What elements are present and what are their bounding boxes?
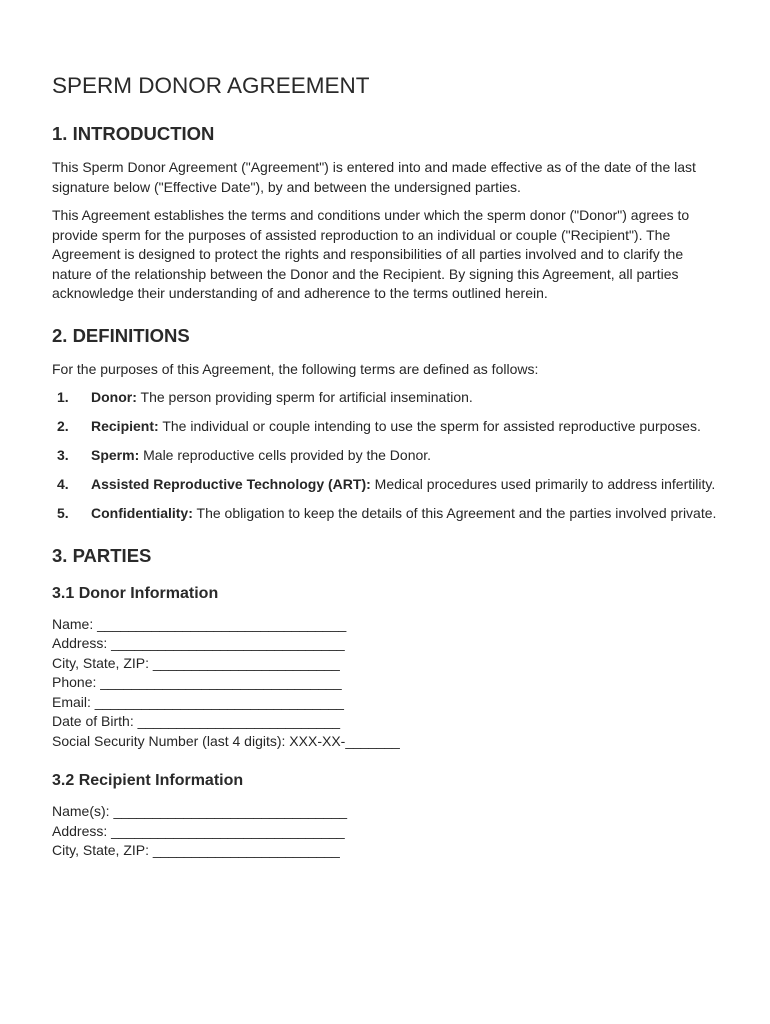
definition-item bbox=[52, 504, 718, 524]
recipient-name-field[interactable]: Name(s): ______________________________ bbox=[52, 803, 348, 819]
recipient-address-field[interactable]: Address: ______________________________ bbox=[52, 822, 345, 839]
definition-item bbox=[52, 475, 718, 495]
introduction-paragraph: This Agreement establishes the terms and conditions under which the sperm donor ("Donor") agrees to provide sperm for the purposes of assisted reproduction to an individual or couple ("Recipient"). The Agreement is designed to protect the rights and responsibilities of all parties involved and to clarify the nature of the relationship between the Donor and the Recipient. By signing this Agreement, all parties acknowledge their understanding of and adherence to the terms outlined herein. bbox=[52, 207, 690, 301]
definitions-section bbox=[52, 323, 718, 524]
donor-city-state-zip-field[interactable]: City, State, ZIP: ________________________ bbox=[52, 654, 340, 671]
definition-text: The obligation to keep the details of this Agreement and the parties involved private. bbox=[192, 505, 717, 521]
definition-item bbox=[52, 388, 718, 408]
recipient-information-heading: 3.2 Recipient Information bbox=[52, 772, 244, 789]
donor-information bbox=[52, 583, 718, 752]
definition-item bbox=[52, 446, 718, 466]
definitions-intro: For the purposes of this Agreement, the following terms are defined as follows: bbox=[52, 360, 539, 377]
introduction-paragraph: This Sperm Donor Agreement ("Agreement") is entered into and made effective as of the date of the last signature below ("Effective Date"), by and between the undersigned parties. bbox=[52, 159, 696, 195]
definition-text: The individual or couple intending to use the sperm for assisted reproductive purposes. bbox=[158, 418, 701, 434]
definition-number: 5. bbox=[57, 505, 69, 521]
definition-term: Recipient: bbox=[91, 418, 159, 434]
donor-date-of-birth-field[interactable]: Date of Birth: __________________________ bbox=[52, 713, 341, 729]
donor-phone-field[interactable]: Phone: _______________________________ bbox=[52, 674, 342, 690]
introduction-section bbox=[52, 121, 718, 304]
donor-name-field[interactable]: Name: ________________________________ bbox=[52, 615, 347, 632]
definition-number: 4. bbox=[57, 476, 69, 492]
introduction-heading: 1. INTRODUCTION bbox=[52, 123, 215, 144]
definition-term: Sperm: bbox=[91, 447, 140, 463]
definition-text: Medical procedures used primarily to address infertility. bbox=[370, 476, 716, 492]
definition-number: 2. bbox=[57, 418, 69, 434]
definition-number: 1. bbox=[57, 389, 69, 405]
definition-number: 3. bbox=[57, 447, 69, 463]
donor-fields bbox=[52, 615, 718, 752]
definitions-list bbox=[52, 388, 718, 524]
parties-heading: 3. PARTIES bbox=[52, 544, 152, 566]
parties-section bbox=[52, 543, 718, 861]
recipient-information bbox=[52, 770, 718, 861]
definitions-heading: 2. DEFINITIONS bbox=[52, 324, 190, 346]
definition-term: Donor: bbox=[91, 389, 137, 405]
donor-email-field[interactable]: Email: ________________________________ bbox=[52, 693, 344, 710]
definition-term: Assisted Reproductive Technology (ART): bbox=[91, 476, 371, 492]
definition-text: Male reproductive cells provided by the Donor. bbox=[139, 447, 432, 463]
recipient-fields bbox=[52, 802, 718, 861]
donor-address-field[interactable]: Address: ______________________________ bbox=[52, 635, 345, 651]
definition-text: The person providing sperm for artificial insemination. bbox=[136, 389, 473, 405]
donor-information-heading: 3.1 Donor Information bbox=[52, 584, 219, 602]
donor-ssn-field[interactable]: Social Security Number (last 4 digits): XXX-XX-_______ bbox=[52, 732, 400, 749]
definition-term: Confidentiality: bbox=[91, 505, 193, 521]
document-title: SPERM DONOR AGREEMENT bbox=[52, 73, 370, 98]
definition-item bbox=[52, 417, 718, 437]
recipient-city-state-zip-field[interactable]: City, State, ZIP: ________________________ bbox=[52, 842, 340, 858]
